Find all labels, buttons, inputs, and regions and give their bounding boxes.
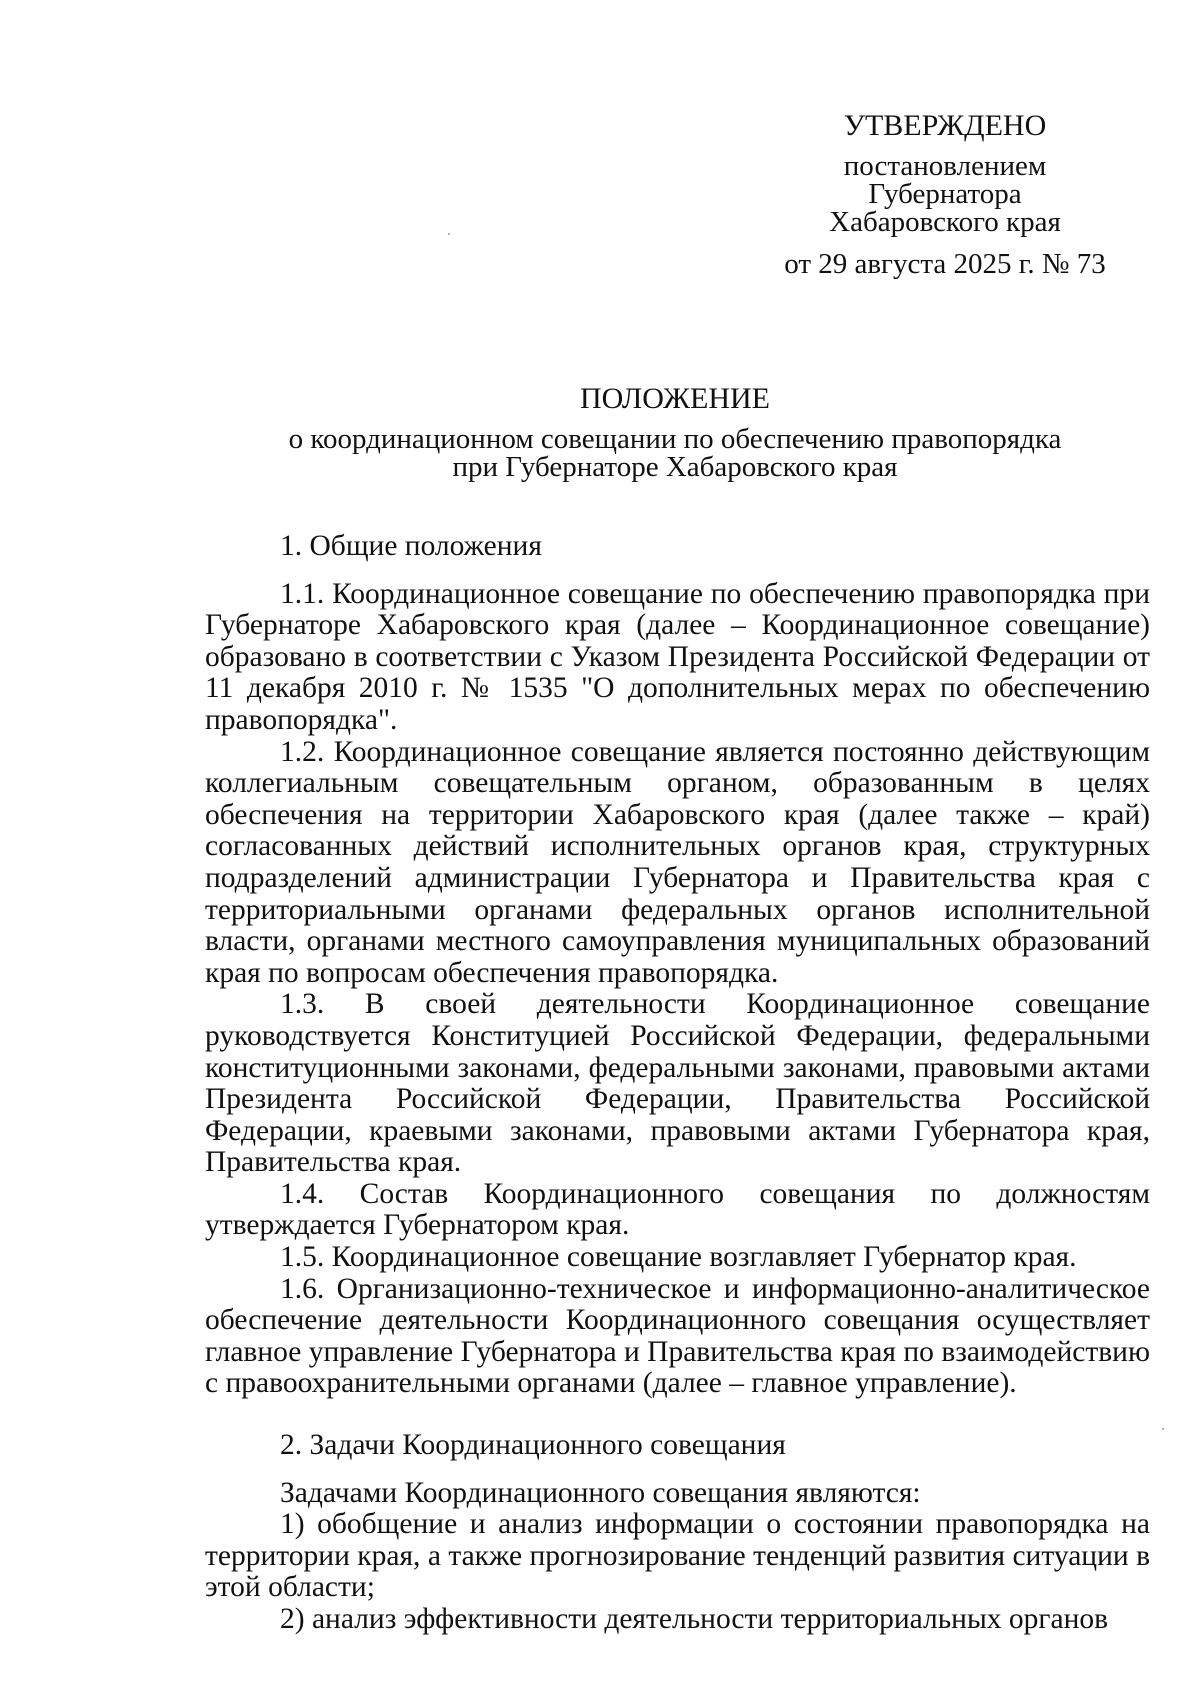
paragraph: 1.2. Координационное совещание является постоянно действующим коллегиальным совещательным органом, образованным в целях обеспечения на территории Хабаровского края (далее также – край) согласованных действий исполнительных органов края, структурных подразделений администрации Губернатора и Правительства края с территориальными органами федеральных органов исполнительной власти, органами местного самоуправления муниципальных образований края по вопросам обеспечения правопорядка. — [205, 735, 1150, 989]
paragraph: 1.4. Состав Координационного совещания по должностям утверждается Губернатором края. — [205, 1177, 1150, 1242]
paragraph: Задачами Координационного совещания являются: — [280, 1476, 921, 1509]
section-heading: 1. Общие положения — [280, 530, 542, 562]
document-subtitle-line: при Губернаторе Хабаровского края — [452, 451, 898, 483]
approval-line: Губернатора — [868, 178, 1022, 210]
approval-line: Хабаровского края — [829, 206, 1061, 238]
paragraph: 1.6. Организационно-техническое и информационно-аналитическое обеспечение деятельности Координационного совещания осуществляет главное управление Губернатора и Правительства края по взаимодействию с правоохранительными органами (далее – главное управление). — [205, 1272, 1150, 1400]
paragraph: 1.3. В своей деятельности Координационное совещание руководствуется Конституцией Российской Федерации, федеральными конституционными законами, федеральными законами, правовыми актами Президента Российской Федерации, Правительства Российской Федерации, краевыми законами, правовыми актами Губернатора края, Правительства края. — [205, 988, 1150, 1179]
paragraph: 1.1. Координационное совещание по обеспечению правопорядка при Губернаторе Хабаровского края (далее – Координационное совещание) образовано в соответствии с Указом Президента Российской Федерации от 11 декабря 2010 г. № 1535 "О дополнительных мерах по обеспечению правопорядка". — [205, 577, 1150, 736]
approval-heading: УТВЕРЖДЕНО — [843, 109, 1047, 142]
section-heading: 2. Задачи Координационного совещания — [280, 1429, 786, 1462]
document-subtitle-line: о координационном совещании по обеспечению правопорядка — [288, 423, 1062, 455]
scan-speck — [1162, 1428, 1164, 1430]
document-body — [205, 531, 1150, 1636]
approval-date: от 29 августа 2025 г. № 73 — [784, 248, 1106, 280]
paragraph: 2) анализ эффективности деятельности территориальных органов — [280, 1603, 1109, 1635]
document-title-block — [200, 382, 1150, 483]
paragraph: 1) обобщение и анализ информации о состоянии правопорядка на территории края, а также прогнозирование тенденций развития ситуации в этой области; — [205, 1508, 1150, 1604]
document-type: ПОЛОЖЕНИЕ — [580, 382, 770, 415]
approval-stamp — [780, 109, 1110, 280]
approval-line: постановлением — [843, 150, 1047, 182]
scan-speck — [448, 233, 450, 235]
paragraph: 1.5. Координационное совещание возглавляет Губернатор края. — [280, 1241, 1077, 1274]
